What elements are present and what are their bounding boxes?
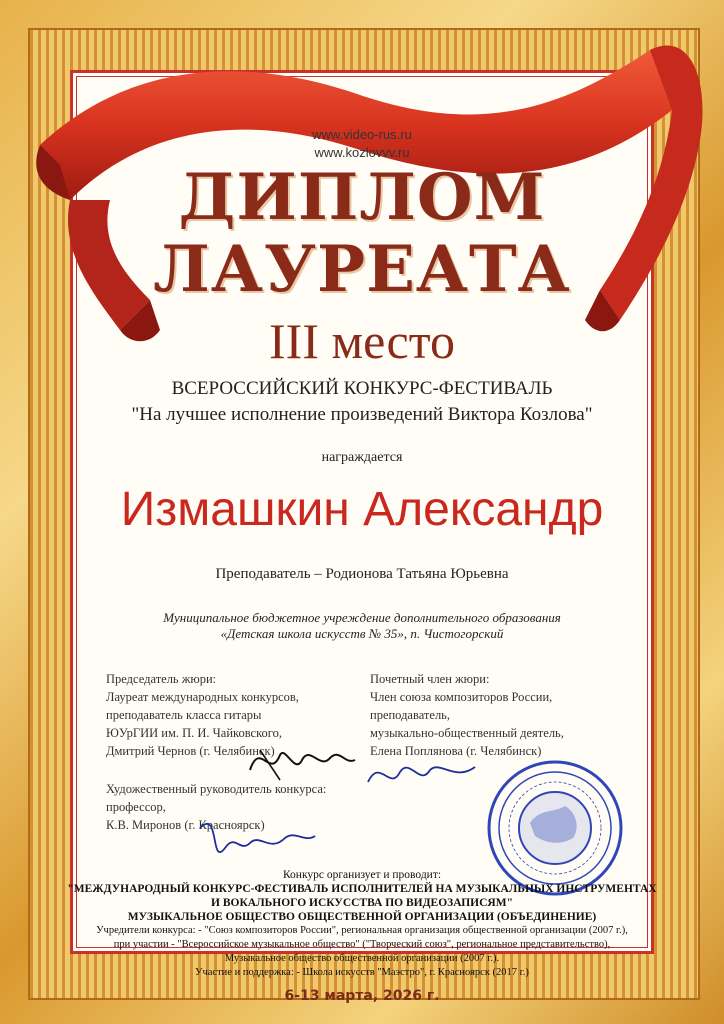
organizer-line-8: Участие и поддержка: - Школа искусств "Маэстро", г. Красноярск (2017 г.): [195, 967, 529, 978]
institution-line-2: «Детская школа искусств № 35», п. Чистогорский: [220, 626, 504, 641]
laureate-name: Измашкин Александр: [120, 483, 604, 536]
place-label: III место: [269, 313, 455, 369]
contest-date: 6-13 марта, 2026 г.: [284, 988, 440, 1004]
contest-name: ВСЕРОССИЙСКИЙ КОНКУРС-ФЕСТИВАЛЬ: [171, 378, 553, 399]
diploma-title: ДИПЛОМ: [178, 160, 546, 235]
organizer-line-6: при участии - "Всероссийское музыкальное общество" ("Творческий союз", региональное представительство),: [113, 939, 611, 950]
organizer-line-2: "МЕЖДУНАРОДНЫЙ КОНКУРС-ФЕСТИВАЛЬ ИСПОЛНИТЕЛЕЙ НА МУЗЫКАЛЬНЫХ ИНСТРУМЕНТАХ: [67, 883, 657, 895]
director-signature: [190, 808, 320, 868]
teacher-line: Преподаватель – Родионова Татьяна Юрьевна: [215, 566, 509, 582]
awarded-label: награждается: [321, 450, 403, 465]
honorary-signature: [360, 752, 480, 802]
website-link-1: www.video-rus.ru: [312, 127, 412, 142]
organizer-line-1: Конкурс организует и проводит:: [282, 869, 442, 881]
organizer-line-7: Музыкальное общество общественной организации (2007 г.).: [224, 953, 500, 964]
contest-subtitle: "На лучшее исполнение произведений Виктора Козлова": [131, 404, 593, 425]
jury-honorary-block: Почетный член жюри: Член союза композиторов России, преподаватель, музыкально-общественный деятель, Елена Поплянова (г. Челябинск): [370, 672, 564, 758]
website-link-2: www.kozlovvv.ru: [314, 145, 410, 160]
jury-chair-block: Председатель жюри: Лауреат международных конкурсов, преподаватель класса гитары ЮУрГИИ им. П. И. Чайковского, Дмитрий Чернов (г. Челябинск): [106, 672, 299, 758]
organizer-line-3: И ВОКАЛЬНОГО ИСКУССТВА ПО ВИДЕОЗАПИСЯМ": [211, 897, 513, 909]
organizer-line-4: МУЗЫКАЛЬНОЕ ОБЩЕСТВО ОБЩЕСТВЕННОЙ ОРГАНИЗАЦИИ (ОБЪЕДИНЕНИЕ): [127, 911, 597, 923]
art-director-block: Художественный руководитель конкурса: профессор, К.В. Миронов (г. Красноярск): [106, 782, 327, 832]
laureate-title: ЛАУРЕАТА: [153, 232, 571, 307]
institution-line-1: Муниципальное бюджетное учреждение дополнительного образования: [163, 610, 561, 625]
organizer-line-5: Учредители конкурса: - "Союз композиторов России", региональная организация общественной организации (2007 г.),: [96, 925, 628, 936]
